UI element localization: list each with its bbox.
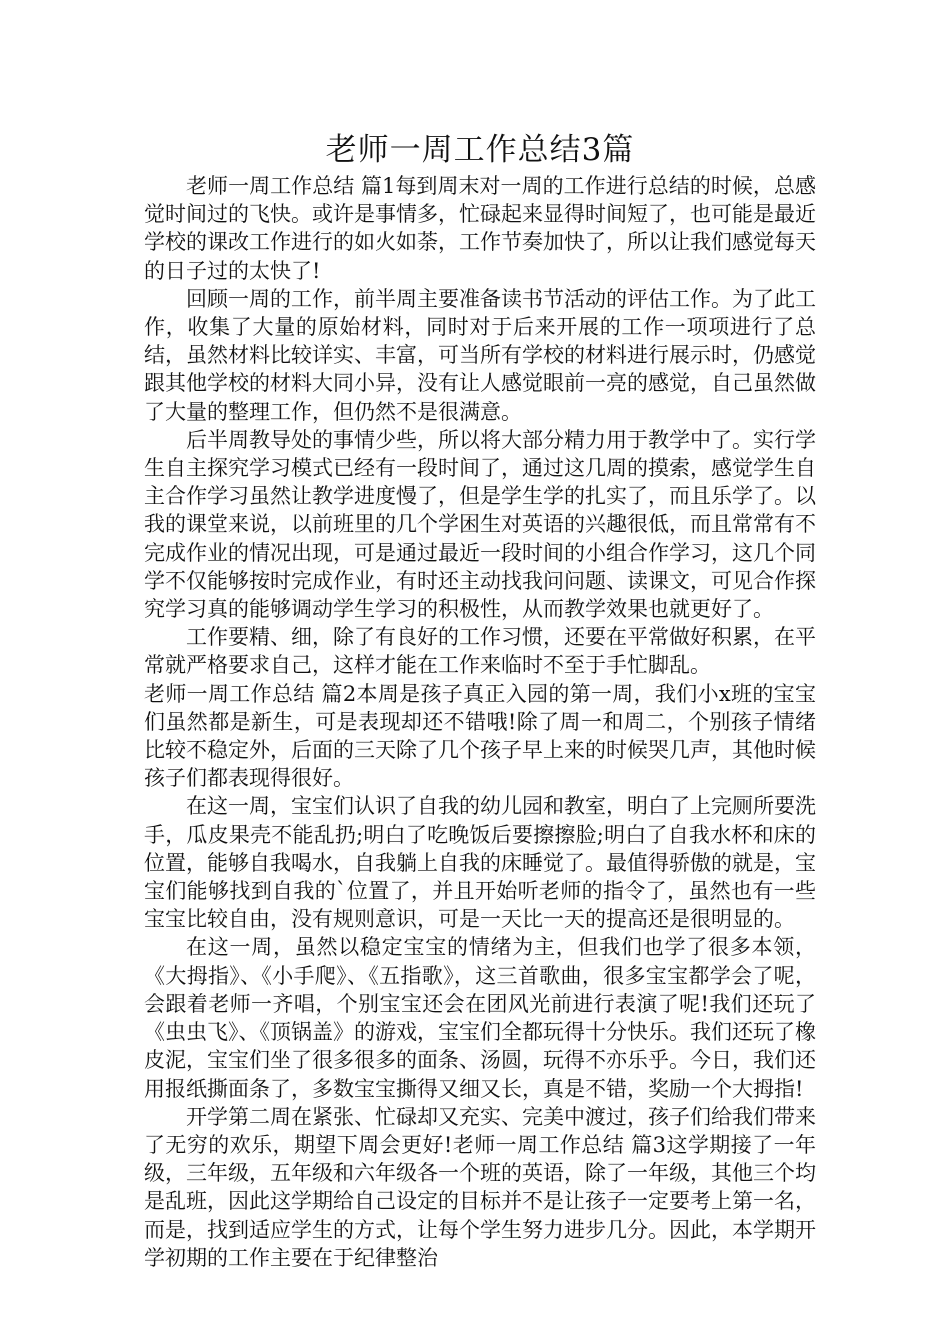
paragraph-4: 工作要精、细，除了有良好的工作习惯，还要在平常做好积累，在平常就严格要求自己，这样才能在工作来临时不至于手忙脚乱。: [144, 625, 816, 678]
paragraph-3: 后半周教导处的事情少些，所以将大部分精力用于教学中了。实行学生自主探究学习模式已经有一段时间了，通过这几周的摸索，感觉学生自主合作学习虽然让教学进度慢了，但是学生学的扎实了，而且乐学了。以我的课堂来说，以前班里的几个学困生对英语的兴趣很低，而且常常有不完成作业的情况出现，可是通过最近一段时间的小组合作学习，这几个同学不仅能够按时完成作业，有时还主动找我问问题、读课文，可见合作探究学习真的能够调动学生学习的积极性，从而教学效果也就更好了。: [144, 427, 816, 622]
paragraph-2: 回顾一周的工作，前半周主要准备读书节活动的评估工作。为了此工作，收集了大量的原始材料，同时对于后来开展的工作一项项进行了总结，虽然材料比较详实、丰富，可当所有学校的材料进行展示时，仍感觉跟其他学校的材料大同小异，没有让人感觉眼前一亮的感觉，自己虽然做了大量的整理工作，但仍然不是很满意。: [144, 286, 816, 424]
document-page: [144, 128, 816, 1272]
paragraph-5: 老师一周工作总结 篇2本周是孩子真正入园的第一周，我们小x班的宝宝们虽然都是新生，可是表现却还不错哦!除了周一和周二，个别孩子情绪比较不稳定外，后面的三天除了几个孩子早上来的时候哭几声，其他时候孩子们都表现得很好。: [144, 681, 816, 791]
paragraph-7: 在这一周，虽然以稳定宝宝的情绪为主，但我们也学了很多本领，《大拇指》、《小手爬》、《五指歌》，这三首歌曲，很多宝宝都学会了呢，会跟着老师一齐唱，个别宝宝还会在团风光前进行表演了呢!我们还玩了《虫虫飞》、《顶锅盖》的游戏，宝宝们全都玩得十分快乐。我们还玩了橡皮泥，宝宝们坐了很多很多的面条、汤圆，玩得不亦乐乎。今日，我们还用报纸撕面条了，多数宝宝撕得又细又长，真是不错，奖励一个大拇指!: [144, 935, 816, 1101]
paragraph-6: 在这一周，宝宝们认识了自我的幼儿园和教室，明白了上完厕所要洗手，瓜皮果壳不能乱扔;明白了吃晚饭后要擦擦脸;明白了自我水杯和床的位置，能够自我喝水，自我躺上自我的床睡觉了。最值得骄傲的就是，宝宝们能够找到自我的`位置了，并且开始听老师的指令了，虽然也有一些宝宝比较自由，没有规则意识，可是一天比一天的提高还是很明显的。: [144, 794, 816, 932]
paragraph-1: 老师一周工作总结 篇1每到周末对一周的工作进行总结的时候，总感觉时间过的飞快。或许是事情多，忙碌起来显得时间短了，也可能是最近学校的课改工作进行的如火如荼，工作节奏加快了，所以让我们感觉每天的日子过的太快了!: [144, 174, 816, 283]
document-title: 老师一周工作总结3篇: [325, 132, 635, 168]
paragraph-8: 开学第二周在紧张、忙碌却又充实、完美中渡过，孩子们给我们带来了无穷的欢乐，期望下周会更好!老师一周工作总结 篇3这学期接了一年级，三年级，五年级和六年级各一个班的英语，除了一年级，其他三个均是乱班，因此这学期给自己设定的目标并不是让孩子一定要考上第一名，而是，找到适应学生的方式，让每个学生努力进步几分。因此，本学期开学初期的工作主要在于纪律整治: [144, 1104, 816, 1270]
